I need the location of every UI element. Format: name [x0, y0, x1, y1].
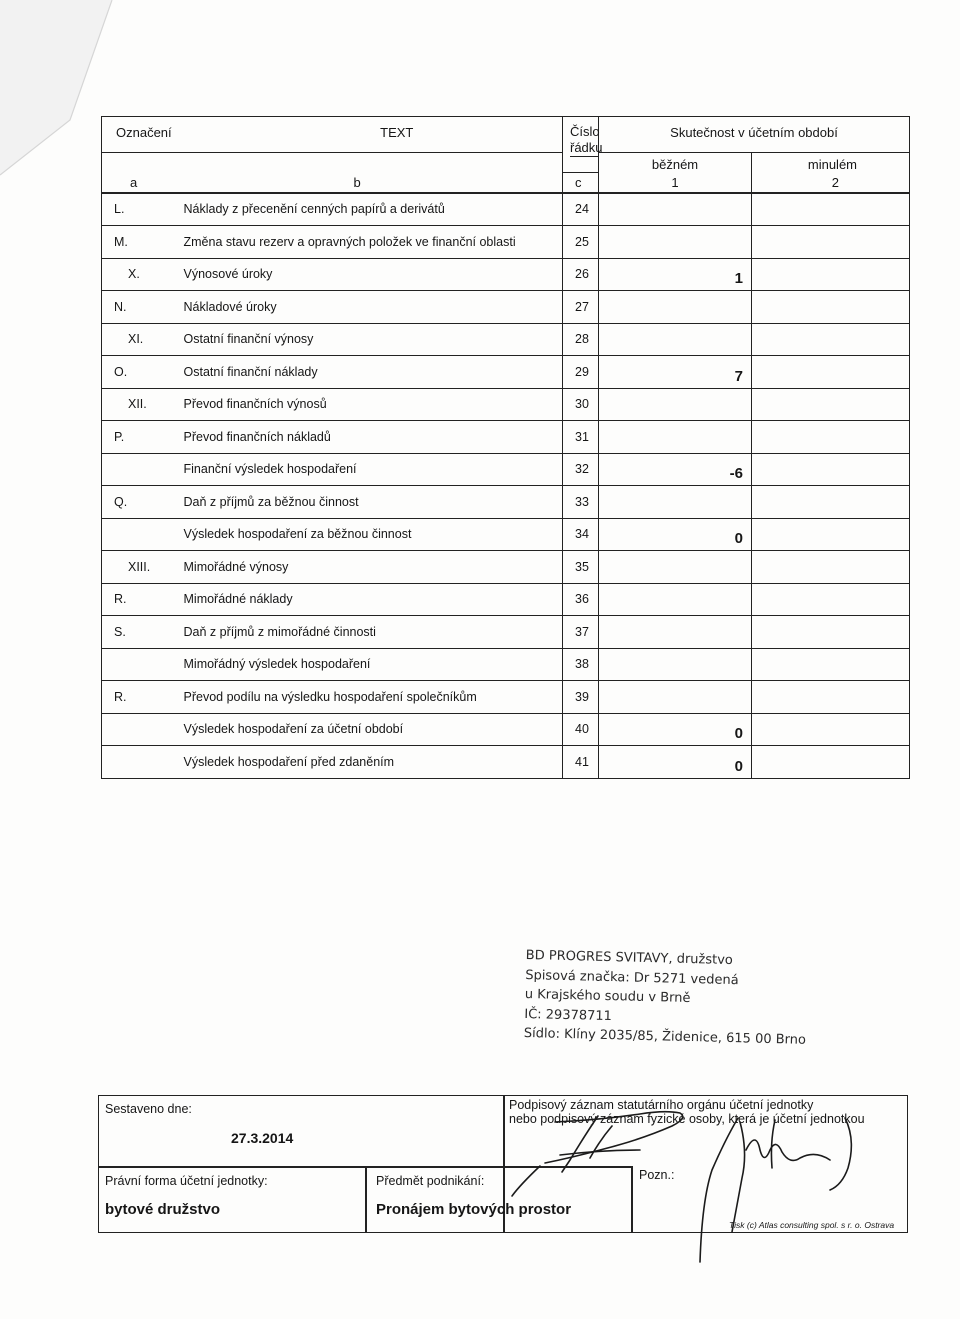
footer-divider-left — [99, 1166, 503, 1168]
row-current-value — [599, 291, 752, 324]
column-header-line — [563, 117, 603, 173]
row-text: Převod podílu na výsledku hospodaření společníkům — [178, 681, 563, 714]
row-current-value: 0 — [599, 518, 752, 551]
row-mark — [102, 746, 178, 779]
row-current-value — [599, 681, 752, 714]
stamp-court: u Krajského soudu v Brně — [524, 986, 691, 1007]
row-line-number: 36 — [563, 583, 599, 616]
table-row — [102, 648, 910, 681]
header-row-sub — [102, 173, 910, 193]
row-current-value — [599, 193, 752, 226]
row-current-value — [599, 226, 752, 259]
row-previous-value — [752, 486, 910, 519]
stamp-company-name: BD PROGRES SVITAVY, družstvo — [525, 947, 734, 969]
row-line-number: 25 — [563, 226, 599, 259]
row-line-number: 26 — [563, 258, 599, 291]
table-row — [102, 681, 910, 714]
row-text: Výsledek hospodaření za účetní období — [178, 713, 563, 746]
row-text: Mimořádné náklady — [178, 583, 563, 616]
table-row — [102, 291, 910, 324]
subheader-c: c — [563, 173, 599, 193]
row-text: Daň z příjmů z mimořádné činnosti — [178, 616, 563, 649]
row-mark: X. — [102, 258, 178, 291]
signature-label-line-2: nebo podpisový záznam fyzické osoby, která je účetní jednotkou — [509, 1112, 865, 1126]
row-text: Náklady z přecenění cenných papírů a derivátů — [178, 193, 563, 226]
subheader-2: 2 — [752, 173, 910, 193]
row-text: Nákladové úroky — [178, 291, 563, 324]
header-row-top — [102, 117, 910, 153]
table-row — [102, 226, 910, 259]
row-previous-value — [752, 421, 910, 454]
row-previous-value — [752, 746, 910, 779]
income-statement-table — [101, 116, 910, 779]
row-line-number: 32 — [563, 453, 599, 486]
row-line-number: 34 — [563, 518, 599, 551]
row-mark: M. — [102, 226, 178, 259]
row-current-value: -6 — [599, 453, 752, 486]
business-value: Pronájem bytových prostor — [376, 1201, 572, 1218]
row-line-number: 40 — [563, 713, 599, 746]
table-row — [102, 518, 910, 551]
row-line-number: 33 — [563, 486, 599, 519]
row-previous-value — [752, 681, 910, 714]
row-line-number: 28 — [563, 323, 599, 356]
legal-form-value: bytové družstvo — [105, 1201, 221, 1218]
row-text: Finanční výsledek hospodaření — [178, 453, 563, 486]
row-mark — [102, 713, 178, 746]
row-line-number: 31 — [563, 421, 599, 454]
footer-divider-note — [631, 1166, 633, 1232]
row-previous-value — [752, 713, 910, 746]
row-previous-value — [752, 453, 910, 486]
company-stamp — [524, 946, 826, 1051]
table-row — [102, 713, 910, 746]
row-current-value — [599, 486, 752, 519]
row-previous-value — [752, 518, 910, 551]
column-header-text: TEXT — [178, 117, 563, 153]
table-row — [102, 323, 910, 356]
row-mark: XII. — [102, 388, 178, 421]
row-text: Výnosové úroky — [178, 258, 563, 291]
row-text: Převod finančních výnosů — [178, 388, 563, 421]
row-mark: S. — [102, 616, 178, 649]
table-row — [102, 388, 910, 421]
stamp-registry: Spisová značka: Dr 5271 vedená — [525, 967, 739, 988]
stamp-address: Sídlo: Klíny 2035/85, Židenice, 615 00 Brno — [523, 1025, 807, 1048]
row-line-number: 37 — [563, 616, 599, 649]
row-current-value — [599, 583, 752, 616]
row-line-number: 39 — [563, 681, 599, 714]
compiled-label: Sestaveno dne: — [105, 1102, 192, 1116]
row-mark: XI. — [102, 323, 178, 356]
row-current-value — [599, 323, 752, 356]
row-mark — [102, 453, 178, 486]
row-previous-value — [752, 551, 910, 584]
row-previous-value — [752, 323, 910, 356]
row-mark: R. — [102, 681, 178, 714]
table-row — [102, 746, 910, 779]
row-mark: L. — [102, 193, 178, 226]
row-text: Převod finančních nákladů — [178, 421, 563, 454]
row-line-number: 30 — [563, 388, 599, 421]
column-header-previous: minulém — [752, 153, 910, 173]
row-current-value: 0 — [599, 746, 752, 779]
legal-form-label: Právní forma účetní jednotky: — [105, 1174, 268, 1188]
row-mark: O. — [102, 356, 178, 389]
table-row — [102, 486, 910, 519]
footer-divider-note-top — [503, 1166, 631, 1168]
row-current-value: 1 — [599, 258, 752, 291]
table-row — [102, 258, 910, 291]
signature-label — [509, 1098, 865, 1126]
row-mark: XIII. — [102, 551, 178, 584]
row-mark — [102, 648, 178, 681]
row-previous-value — [752, 388, 910, 421]
row-previous-value — [752, 356, 910, 389]
row-line-number: 27 — [563, 291, 599, 324]
column-header-mark: Označení — [102, 117, 178, 153]
row-text: Mimořádný výsledek hospodaření — [178, 648, 563, 681]
row-current-value — [599, 421, 752, 454]
row-line-number: 29 — [563, 356, 599, 389]
row-line-number: 35 — [563, 551, 599, 584]
software-credit: Tisk (c) Atlas consulting spol. s r. o. Ostrava — [729, 1220, 895, 1230]
signature-label-line-1: Podpisový záznam statutárního orgánu účetní jednotky — [509, 1098, 814, 1112]
column-header-line-2: řádku — [570, 140, 603, 155]
subheader-1: 1 — [599, 173, 752, 193]
row-line-number: 41 — [563, 746, 599, 779]
row-previous-value — [752, 616, 910, 649]
table-row — [102, 453, 910, 486]
row-text: Ostatní finanční náklady — [178, 356, 563, 389]
row-text: Daň z příjmů za běžnou činnost — [178, 486, 563, 519]
business-label: Předmět podnikání: — [376, 1174, 485, 1188]
row-current-value: 7 — [599, 356, 752, 389]
table-row — [102, 551, 910, 584]
table-row — [102, 616, 910, 649]
table-row — [102, 356, 910, 389]
footer-divider-bottom — [365, 1166, 367, 1232]
row-text: Ostatní finanční výnosy — [178, 323, 563, 356]
row-current-value — [599, 551, 752, 584]
row-line-number: 38 — [563, 648, 599, 681]
row-current-value: 0 — [599, 713, 752, 746]
column-header-current: běžném — [599, 153, 752, 173]
row-text: Výsledek hospodaření před zdaněním — [178, 746, 563, 779]
subheader-b: b — [178, 173, 563, 193]
column-header-period: Skutečnost v účetním období — [599, 117, 910, 153]
row-text: Výsledek hospodaření za běžnou činnost — [178, 518, 563, 551]
table-row — [102, 193, 910, 226]
row-mark: Q. — [102, 486, 178, 519]
row-mark: R. — [102, 583, 178, 616]
column-header-line-1: Číslo — [570, 124, 600, 139]
row-previous-value — [752, 258, 910, 291]
row-mark: P. — [102, 421, 178, 454]
table-row — [102, 421, 910, 454]
row-previous-value — [752, 648, 910, 681]
row-line-number: 24 — [563, 193, 599, 226]
compiled-date: 27.3.2014 — [231, 1130, 294, 1146]
row-current-value — [599, 648, 752, 681]
footer-form — [98, 1095, 908, 1233]
subheader-a: a — [102, 173, 178, 193]
row-previous-value — [752, 583, 910, 616]
row-current-value — [599, 616, 752, 649]
row-previous-value — [752, 193, 910, 226]
note-label: Pozn.: — [639, 1168, 675, 1182]
row-text: Mimořádné výnosy — [178, 551, 563, 584]
row-previous-value — [752, 291, 910, 324]
table-row — [102, 583, 910, 616]
row-text: Změna stavu rezerv a opravných položek ve finanční oblasti — [178, 226, 563, 259]
row-mark: N. — [102, 291, 178, 324]
row-current-value — [599, 388, 752, 421]
header-row-mid — [102, 153, 910, 173]
stamp-company-id: IČ: 29378711 — [524, 1006, 613, 1024]
row-previous-value — [752, 226, 910, 259]
row-mark — [102, 518, 178, 551]
